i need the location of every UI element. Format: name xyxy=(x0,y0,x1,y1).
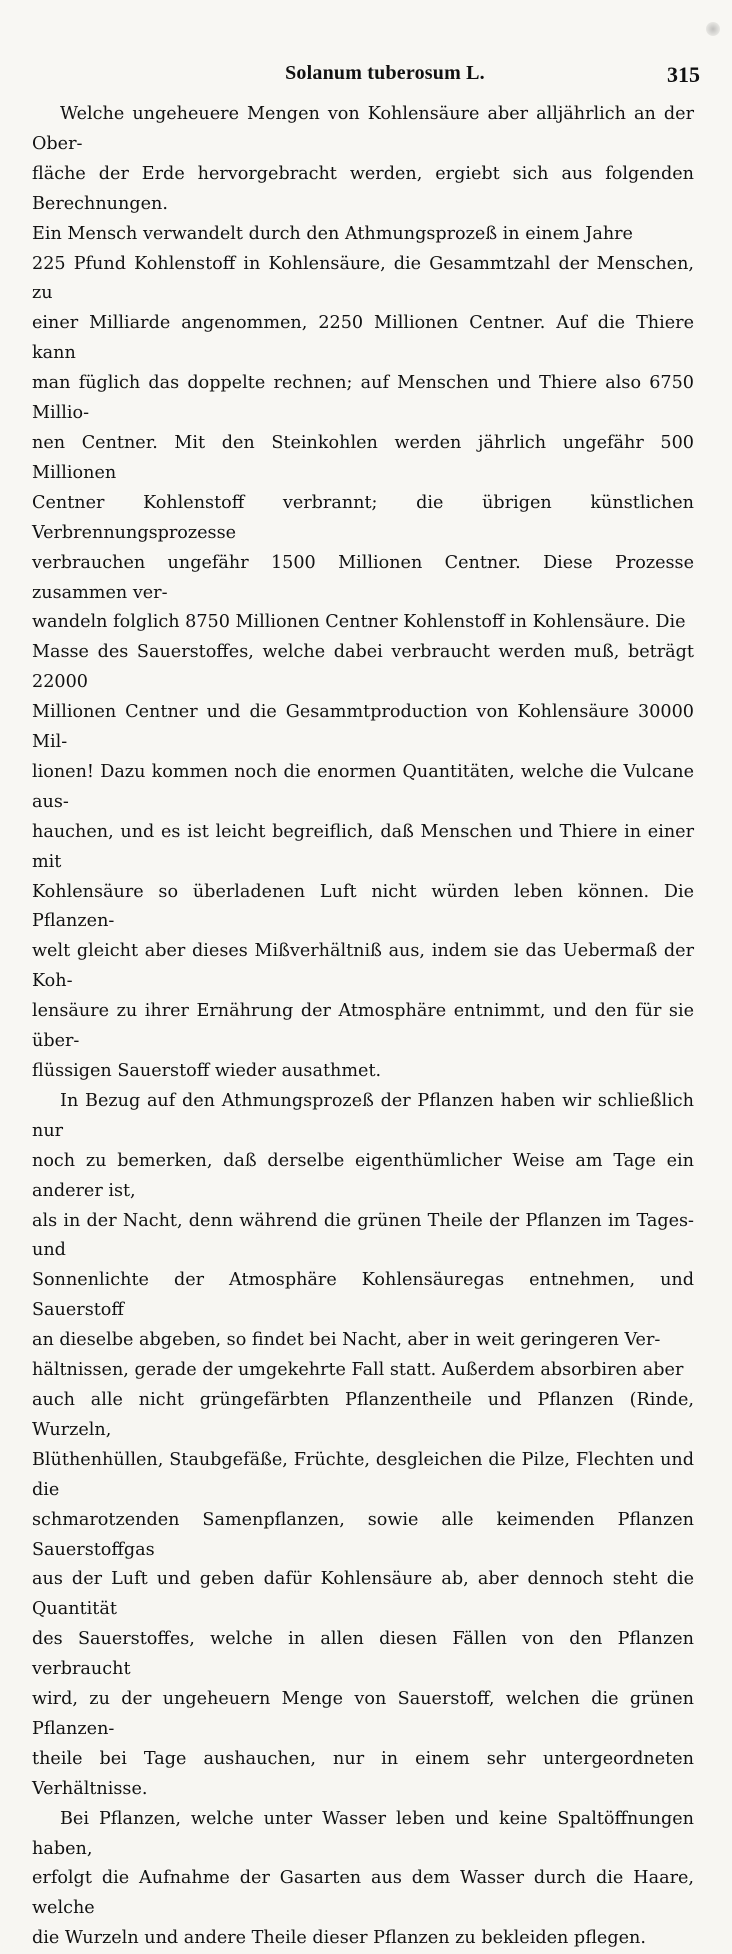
body-text xyxy=(32,100,694,1954)
page-number: 315 xyxy=(667,62,700,87)
page-smudge xyxy=(706,22,720,36)
paragraph-carbon-dioxide: Welche ungeheuere Mengen von Kohlensäure aber alljährlich an der Ober- fläche der Erde hervorgebracht werden, ergiebt sich aus folgenden Berechnungen. Ein Mensch verwandelt durch den Athmungsprozeß in einem Jahre 225 Pfund Kohlenstoff in Kohlensäure, die Gesammtzahl der Menschen, zu einer Milliarde angenommen, 2250 Millionen Centner. Auf die Thiere kann man füglich das doppelte rechnen; auf Menschen und Thiere also 6750 Millio- nen Centner. Mit den Steinkohlen werden jährlich ungefähr 500 Millionen Centner Kohlenstoff verbrannt; die übrigen künstlichen Verbrennungsprozesse verbrauchen ungefähr 1500 Millionen Centner. Diese Prozesse zusammen ver- wandeln folglich 8750 Millionen Centner Kohlenstoff in Kohlensäure. Die Masse des Sauerstoffes, welche dabei verbraucht werden muß, beträgt 22000 Millionen Centner und die Gesammtproduction von Kohlensäure 30000 Mil- lionen! Dazu kommen noch die enormen Quantitäten, welche die Vulcane aus- hauchen, und es ist leicht begreiflich, daß Menschen und Thiere in einer mit Kohlensäure so überladenen Luft nicht würden leben können. Die Pflanzen- welt gleicht aber dieses Mißverhältniß aus, indem sie das Uebermaß der Koh- lensäure zu ihrer Ernährung der Atmosphäre entnimmt, und den für sie über- flüssigen Sauerstoff wieder ausathmet. xyxy=(32,104,694,1081)
paragraph-water-plants: Bei Pflanzen, welche unter Wasser leben und keine Spaltöffnungen haben, erfolgt die Aufnahme der Gasarten aus dem Wasser durch die Haare, welche die Wurzeln und andere Theile dieser Pflanzen zu bekleiden pflegen. xyxy=(32,1808,694,1949)
page-header xyxy=(70,62,700,92)
paragraph-plant-respiration: In Bezug auf den Athmungsprozeß der Pflanzen haben wir schließlich nur noch zu bemerken, daß derselbe eigenthümlicher Weise am Tage ein anderer ist, als in der Nacht, denn während die grünen Theile der Pflanzen im Tages- und Sonnenlichte der Atmosphäre Kohlensäuregas entnehmen, und Sauerstoff an dieselbe abgeben, so findet bei Nacht, aber in weit geringeren Ver- hältnissen, gerade der umgekehrte Fall statt. Außerdem absorbiren aber auch alle nicht grüngefärbten Pflanzentheile und Pflanzen (Rinde, Wurzeln, Blüthenhüllen, Staubgefäße, Früchte, desgleichen die Pilze, Flechten und die schmarotzenden Samenpflanzen, sowie alle keimenden Pflanzen Sauerstoffgas aus der Luft und geben dafür Kohlensäure ab, aber dennoch steht die Quantität des Sauerstoffes, welche in allen diesen Fällen von den Pflanzen verbraucht wird, zu der ungeheuern Menge von Sauerstoff, welchen die grünen Pflanzen- theile bei Tage aushauchen, nur in einem sehr untergeordneten Verhältnisse. xyxy=(32,1090,694,1799)
running-title: Solanum tuberosum L. xyxy=(285,62,485,84)
